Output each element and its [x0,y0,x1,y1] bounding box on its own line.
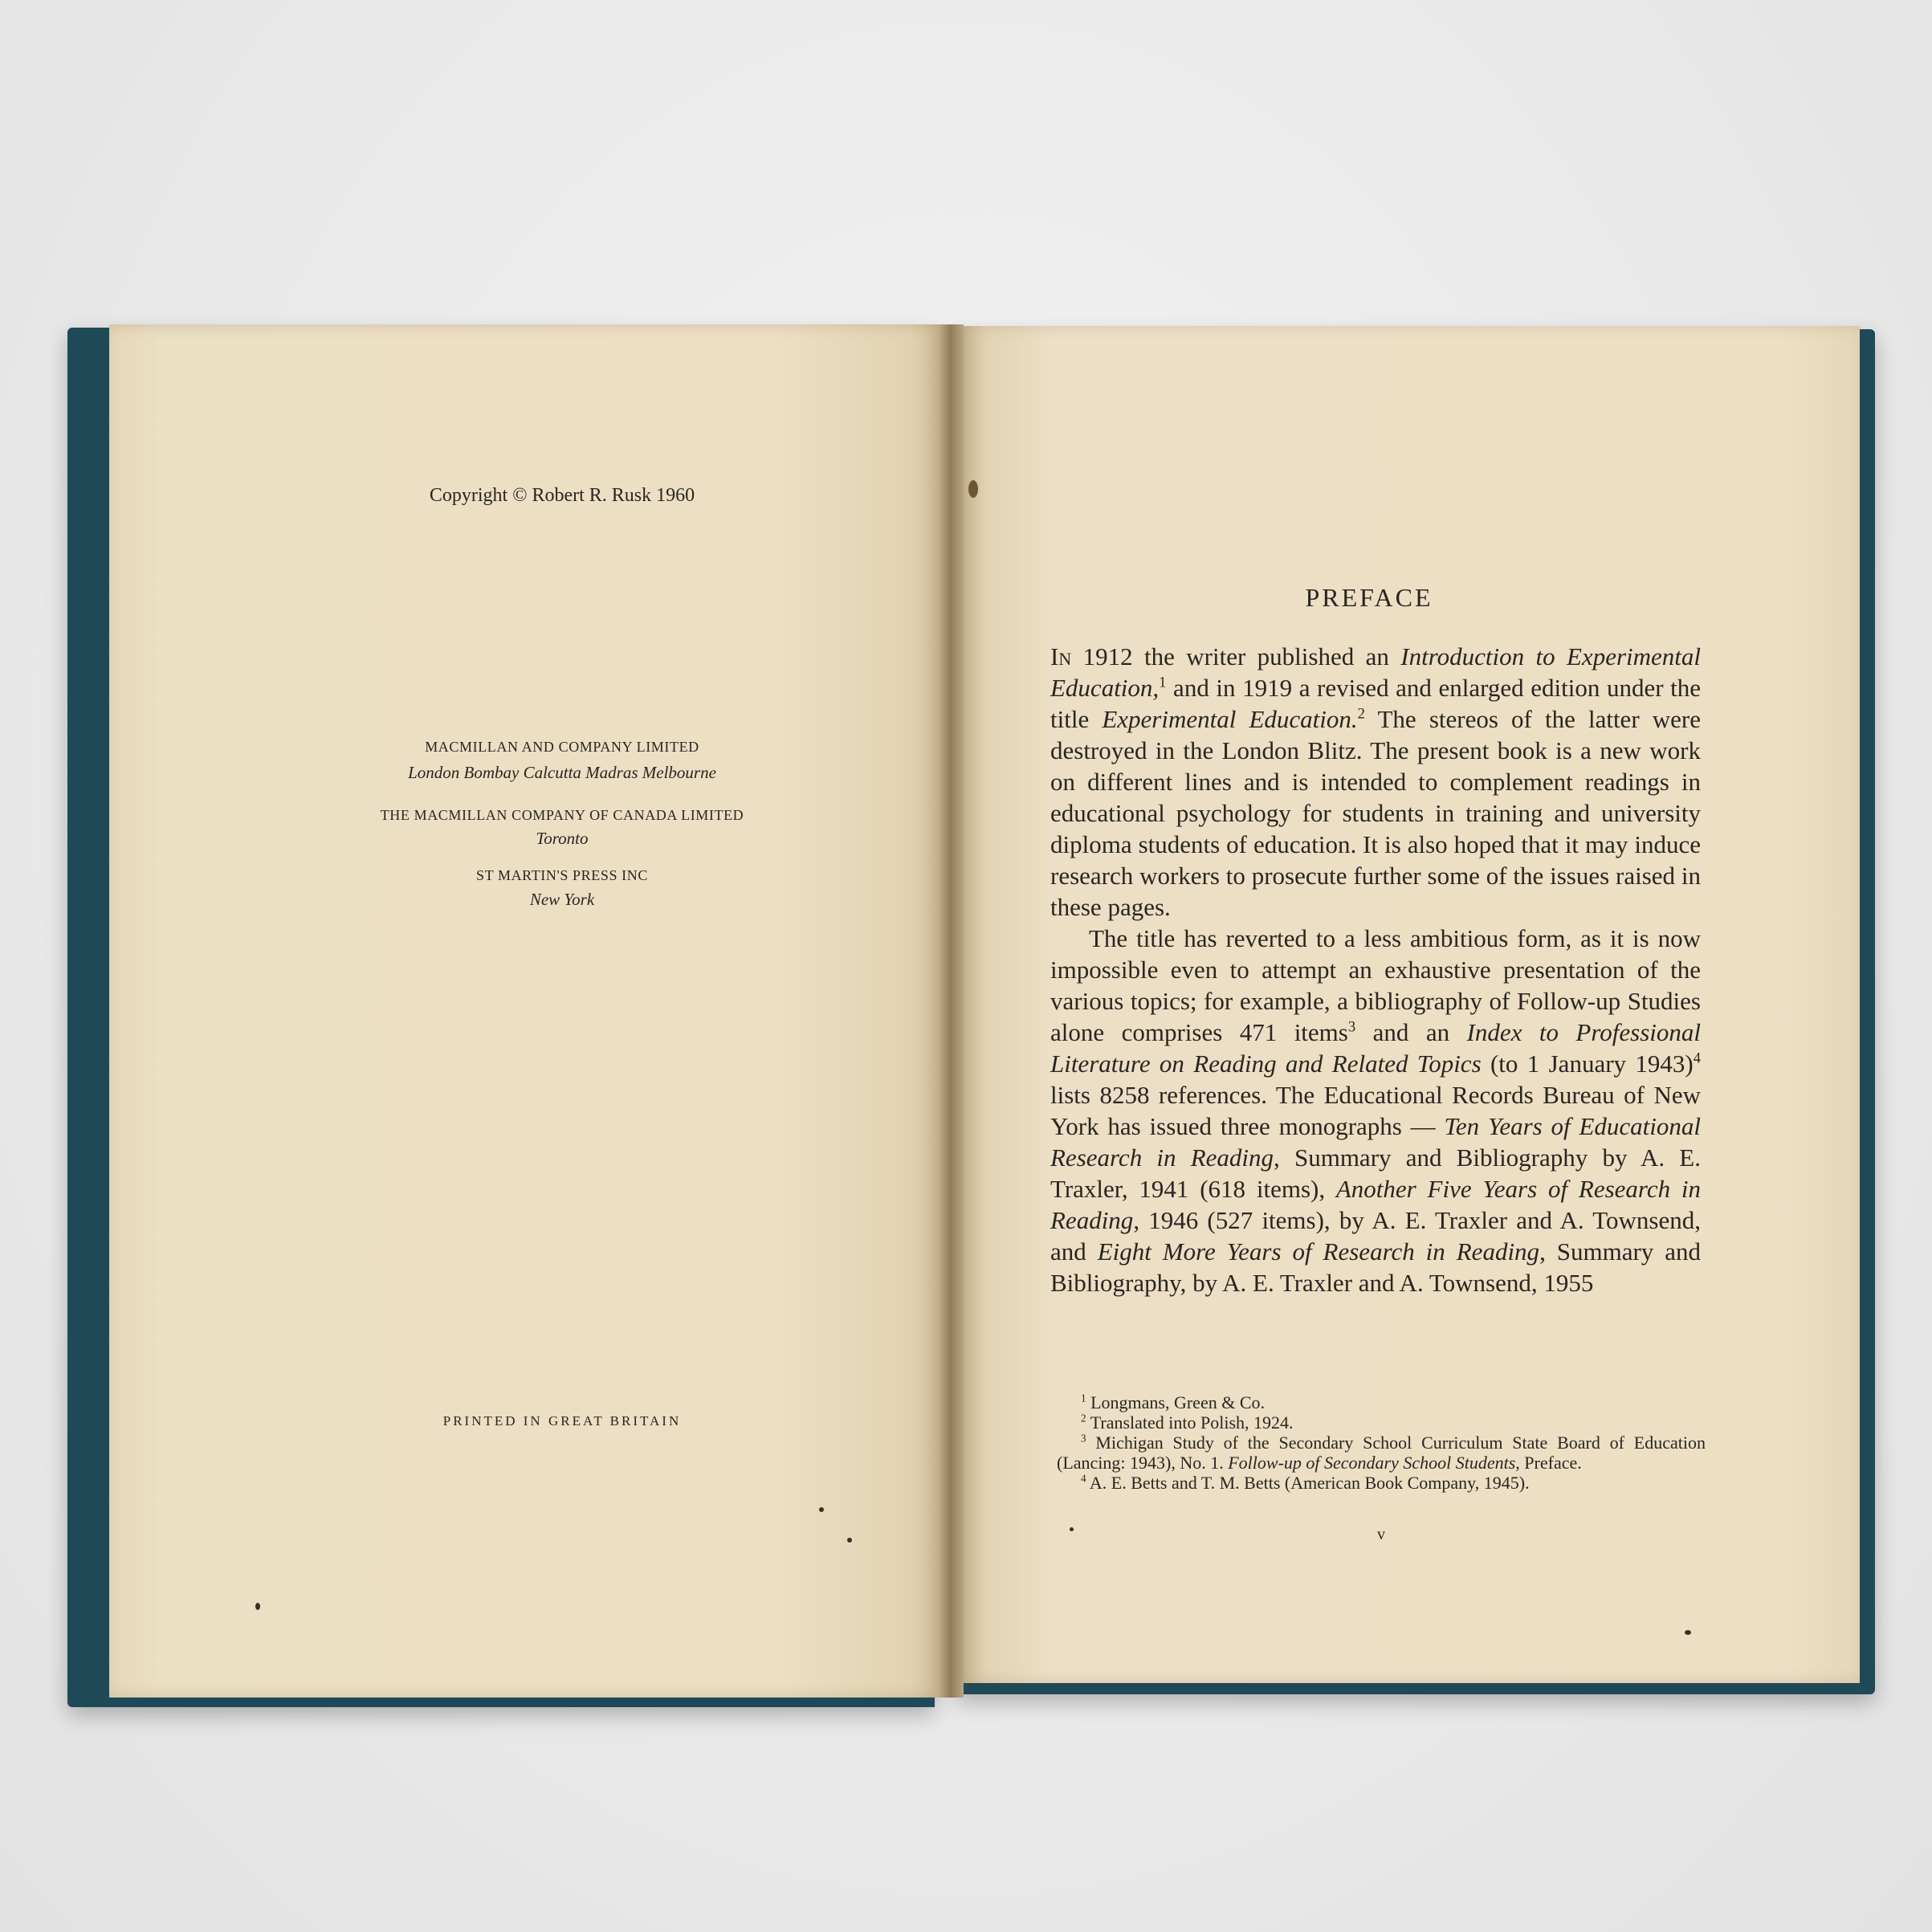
paragraph [1050,641,1701,923]
copyright-line: Copyright © Robert R. Rusk 1960 [429,485,695,506]
text-run: , Summary and Bibliography, by A. E. Traxler and A. Townsend, 1955 [1050,1237,1702,1297]
footnote [1057,1473,1706,1493]
publisher-cities: New York [529,890,595,909]
page-title: PREFACE [1305,583,1433,612]
italic-title: Ten Years of Educational Research in Reading [1050,1112,1701,1172]
publisher-name: MACMILLAN AND COMPANY LIMITED [425,739,699,755]
footnote-ref: 1 [1159,674,1167,691]
paper-speck [255,1603,260,1610]
footnote-text: A. E. Betts and T. M. Betts (American Book Company, 1945). [1089,1473,1530,1493]
paper-speck [1685,1630,1691,1635]
footnote-number: 1 [1081,1392,1086,1404]
footnote-number: 2 [1081,1412,1086,1425]
paragraph [1050,923,1701,1298]
paper-speck [819,1507,824,1512]
text-run: , Summary and Bibliography by A. E. Traxler, 1941 (618 items), [1050,1143,1701,1203]
footnote [1057,1412,1706,1433]
publisher-cities: London Bombay Calcutta Madras Melbourne [408,763,716,782]
footnote-text: Translated into Polish, 1924. [1090,1412,1294,1433]
left-page [109,324,943,1698]
footnote-number: 4 [1081,1472,1086,1485]
book-gutter [940,324,964,1698]
drop-lead: In [1050,642,1072,670]
footnote [1057,1392,1706,1412]
paper-stain [968,480,978,498]
page-number: v [1377,1526,1385,1543]
footnote-ref: 2 [1357,705,1365,723]
footnote-text: , Preface. [1515,1453,1582,1473]
footnote-text: Michigan Study of the Secondary School Curriculum State Board of Education (Lancing: 1943), No. 1. [1057,1433,1706,1473]
publisher-cities: Toronto [536,829,589,848]
text-run: (to 1 January 1943) [1481,1050,1694,1078]
text-run: The title has reverted to a less ambitious form, as it is now impossible even to attempt an exhaustive presentation of the various topics; for example, a bibliography of Follow-up Studies alone comprises 471 items [1050,924,1701,1046]
italic-title: Another Five Years of Research in Reading [1050,1175,1701,1234]
text-run: and in 1919 a revised and enlarged edition under the title [1050,674,1701,733]
footnote-text: Longmans, Green & Co. [1090,1392,1265,1412]
publisher-name: THE MACMILLAN COMPANY OF CANADA LIMITED [380,807,744,823]
footnote-number: 3 [1081,1432,1086,1445]
publisher-name: ST MARTIN'S PRESS INC [476,867,648,883]
italic-title: Introduction to Experimental Education, [1050,642,1701,702]
footnote-ref: 4 [1693,1050,1701,1067]
footnote-italic: Follow-up of Secondary School Students [1228,1453,1516,1473]
printed-in-line: PRINTED IN GREAT BRITAIN [442,1413,682,1429]
italic-title: Eight More Years of Research in Reading [1097,1237,1540,1266]
footnotes [1057,1392,1706,1493]
text-run: The stereos of the latter were destroyed in the London Blitz. The present book is a new work on different lines and is intended to complement readings in educational psychology for students in training and university diploma students of education. It is also hoped that it may induce research workers to prosecute further some of the issues raised in these pages. [1050,705,1701,921]
preface-body [1050,641,1701,1298]
text-run: 1912 the writer published an [1071,642,1401,670]
italic-title: Experimental Education. [1102,705,1358,733]
text-run: lists 8258 references. The Educational Records Bureau of New York has issued three monographs — [1050,1081,1701,1140]
text-run: and an [1355,1018,1467,1046]
paper-speck [847,1538,852,1543]
footnote [1057,1433,1706,1473]
italic-title: Index to Professional Literature on Reading and Related Topics [1050,1018,1701,1078]
paper-speck [1070,1527,1074,1531]
text-run: , 1946 (527 items), by A. E. Traxler and A. Townsend, and [1050,1206,1701,1266]
footnote-ref: 3 [1347,1018,1356,1036]
